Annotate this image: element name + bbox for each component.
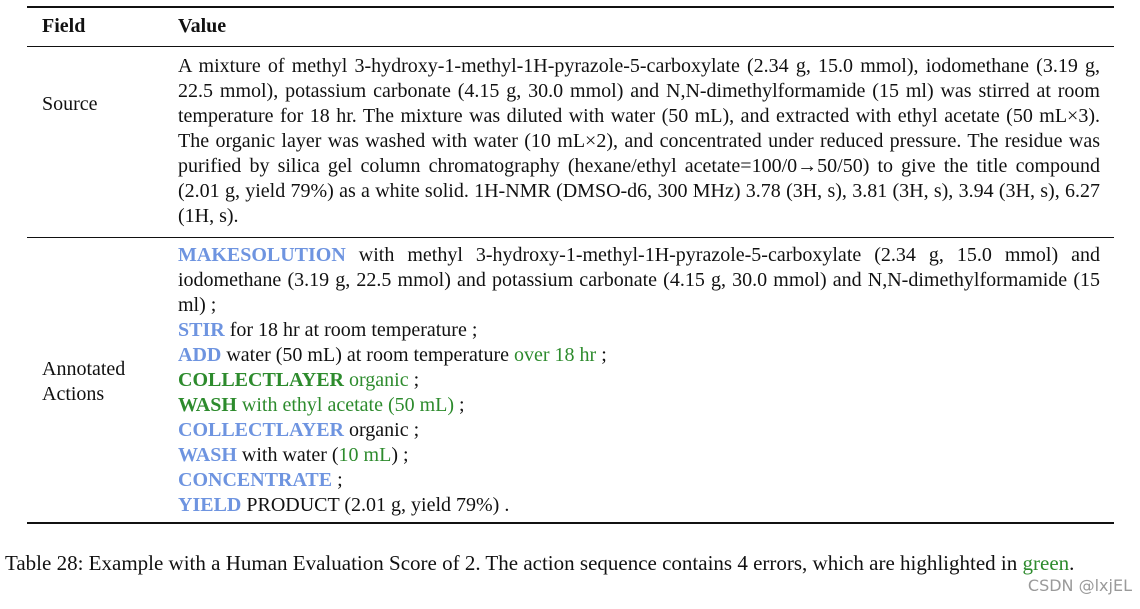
table-header-row: [27, 8, 1114, 47]
actions-field-line2: Actions: [42, 383, 105, 405]
action-item: [178, 318, 1100, 343]
action-item: [178, 443, 1100, 468]
action-item: [178, 418, 1100, 443]
action-text: PRODUCT (2.01 g, yield 79%) .: [241, 494, 510, 516]
action-error-text: 10 mL: [338, 444, 392, 466]
source-field-label: Source: [42, 93, 98, 115]
action-error-text: organic: [343, 369, 409, 391]
action-text: with water (: [236, 444, 339, 466]
action-keyword: CONCENTRATE: [178, 469, 333, 491]
header-field: Field: [42, 15, 86, 37]
action-text: water (50 mL) at room temperature: [221, 344, 514, 366]
action-keyword-error: WASH: [178, 394, 237, 416]
source-text: A mixture of methyl 3-hydroxy-1-methyl-1H-pyrazole-5-carboxylate (2.34 g, 15.0 mmol), iodomethane (3.19 g, 22.5 mmol), potassium carbonate (4.15 g, 30.0 mmol) and N,N-dimethylformamide (15 ml) was stirred at room temperature for 18 hr. The mixture was diluted with water (50 mL), and extracted with ethyl acetate (50 mL×3). The organic layer was washed with water (10 mL×2), and concentrated under reduced pressure. The residue was purified by silica gel column chromatography (hexane/ethyl acetate=100/0→50/50) to give the title compound (2.01 g, yield 79%) as a white solid. 1H-NMR (DMSO-d6, 300 MHz) 3.78 (3H, s), 3.81 (3H, s), 3.94 (3H, s), 6.27 (1H, s).: [178, 55, 1100, 227]
action-item: [178, 343, 1100, 368]
action-text: for 18 hr at room temperature ;: [224, 319, 478, 341]
action-text: organic ;: [343, 419, 420, 441]
action-tail: ) ;: [391, 444, 409, 466]
action-keyword: YIELD: [178, 494, 242, 516]
action-keyword-error: COLLECTLAYER: [178, 369, 344, 391]
actions-field-label: [27, 238, 178, 522]
action-text: ;: [332, 469, 343, 491]
action-tail: ;: [408, 369, 420, 391]
action-keyword: MAKESOLUTION: [178, 244, 346, 266]
action-item: [178, 393, 1100, 418]
example-table: [27, 6, 1114, 524]
action-keyword: STIR: [178, 319, 225, 341]
action-error-text: with ethyl acetate (50 mL): [236, 394, 455, 416]
caption-text: Table 28: Example with a Human Evaluation Score of 2. The action sequence contains 4 errors, which are highlighted in: [5, 551, 1023, 575]
action-keyword: ADD: [178, 344, 222, 366]
caption-highlight: green: [1022, 551, 1070, 575]
action-keyword: WASH: [178, 444, 237, 466]
header-value: Value: [178, 15, 227, 37]
caption-end: .: [1069, 551, 1075, 575]
action-item: [178, 493, 1100, 518]
actions-field-line1: Annotated: [42, 358, 126, 380]
action-item: [178, 243, 1100, 318]
action-tail: ;: [596, 344, 607, 366]
action-tail: ;: [454, 394, 465, 416]
action-text: with methyl 3-hydroxy-1-methyl-1H-pyrazole-5-carboxylate (2.34 g, 15.0 mmol) and iodomethane (3.19 g, 22.5 mmol) and potassium carbonate (4.15 g, 30.0 mmol) and N,N-dimethylformamide (15 ml) ;: [178, 244, 1100, 316]
action-keyword: COLLECTLAYER: [178, 419, 344, 441]
action-item: [178, 468, 1100, 493]
action-item: [178, 368, 1100, 393]
action-list: [178, 243, 1100, 518]
watermark: CSDN @lxjEL: [1027, 576, 1132, 595]
table-caption: [5, 549, 1135, 577]
action-error-text: over 18 hr: [514, 344, 597, 366]
